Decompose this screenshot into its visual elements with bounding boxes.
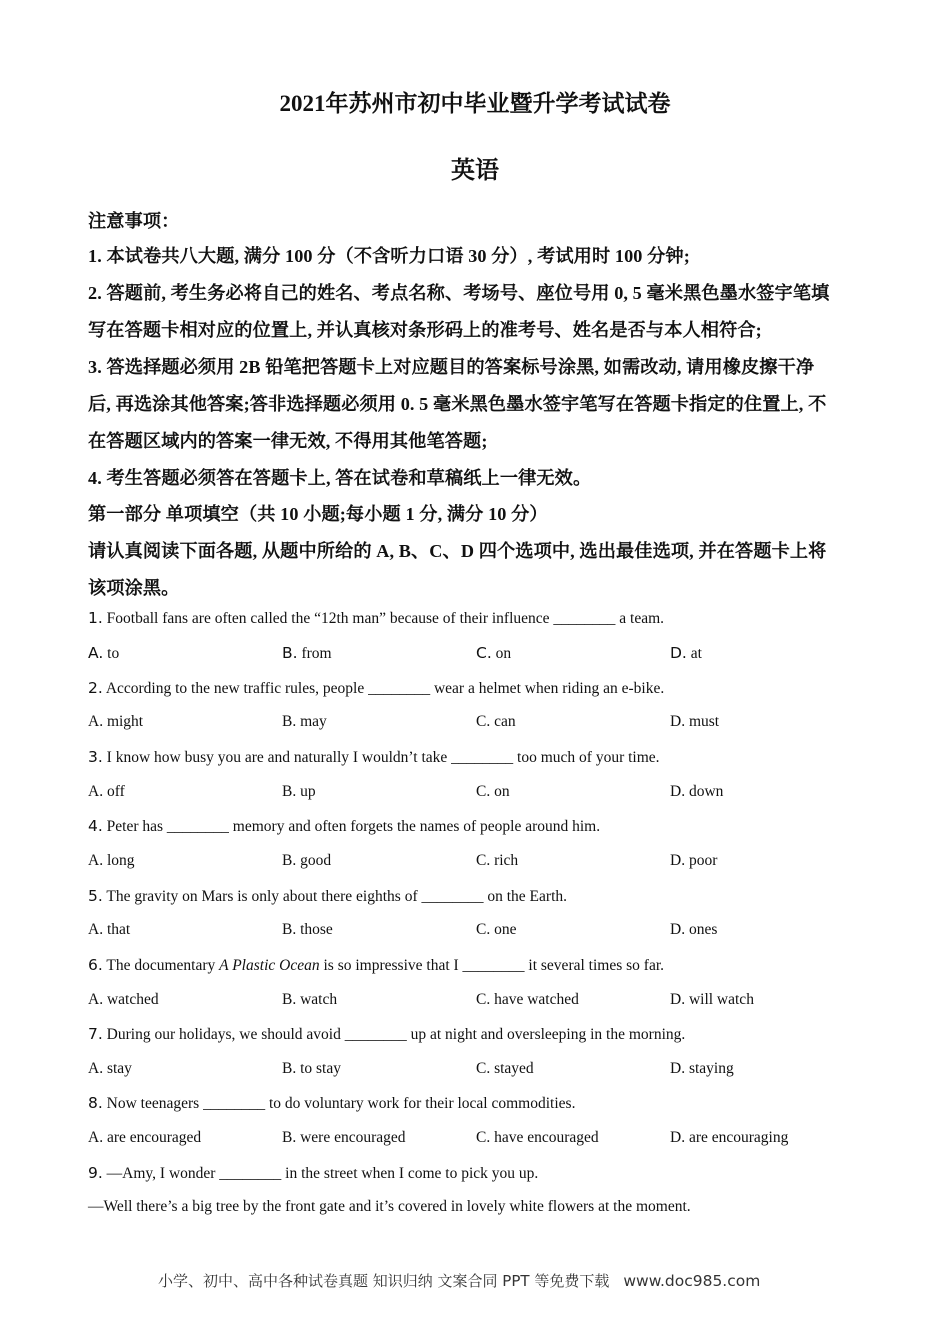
option-b: B. good — [282, 852, 332, 869]
question-number: 8. — [88, 1094, 103, 1112]
footer-text: 小学、初中、高中各种试卷真题 知识归纳 文案合同 PPT 等免费下载 — [158, 1272, 610, 1290]
notice-line: 4. 考生答题必须答在答题卡上, 答在试卷和草稿纸上一律无效。 — [88, 468, 592, 488]
option-letter: C. — [476, 644, 492, 662]
question-3 — [88, 748, 660, 767]
question-8 — [88, 1094, 575, 1113]
notice-line: 后, 再选涂其他答案;答非选择题必须用 0. 5 毫米黑色墨水签宇笔写在答题卡指定的住置上, 不 — [88, 394, 827, 414]
question-5 — [88, 887, 567, 906]
option-b: B. up — [282, 783, 316, 800]
question-text: —Amy, I wonder ________ in the street when I come to pick you up. — [102, 1165, 539, 1182]
option-a: A. watched — [88, 991, 159, 1008]
notice-line: 写在答题卡相对应的位置上, 并认真核对条形码上的准考号、姓名是否与本人相符合; — [88, 320, 762, 340]
option-a: A. are encouraged — [88, 1129, 202, 1146]
option-c: C. stayed — [476, 1060, 534, 1077]
question-number: 1. — [88, 609, 103, 627]
notice-line: 3. 答选择题必须用 2B 铅笔把答题卡上对应题目的答案标号涂黑, 如需改动, 请用橡皮擦干净 — [88, 357, 815, 377]
question-text: The gravity on Mars is only about there eighths of ________ on the Earth. — [102, 888, 567, 905]
option-a: A. that — [88, 921, 131, 938]
option-a: A. might — [88, 713, 144, 730]
option-b: B. those — [282, 921, 333, 938]
option-d: D. down — [670, 783, 724, 800]
question-text: is so impressive that I ________ it several times so far. — [319, 957, 664, 974]
option-d: D. will watch — [670, 991, 754, 1008]
question-1 — [88, 609, 664, 628]
footer-url[interactable]: www.doc985.com — [623, 1272, 761, 1290]
question-4 — [88, 817, 600, 836]
page-footer — [158, 1270, 760, 1291]
option-b — [282, 644, 332, 663]
question-text: Football fans are often called the “12th man” because of their influence ________ a team. — [102, 610, 665, 627]
option-d: D. must — [670, 713, 720, 730]
question-number: 6. — [88, 956, 103, 974]
notice-line: 在答题区域内的答案一律无效, 不得用其他笔答题; — [88, 431, 488, 451]
question-9-reply: —Well there’s a big tree by the front gate and it’s covered in lovely white flowers at the moment. — [88, 1198, 691, 1215]
option-b: B. may — [282, 713, 327, 730]
subject-title: 英语 — [451, 158, 499, 184]
section-instruction: 该项涂黑。 — [88, 578, 180, 598]
option-d: D. poor — [670, 852, 718, 869]
option-text: at — [686, 645, 702, 662]
option-letter: D. — [670, 644, 687, 662]
option-letter: B. — [282, 644, 298, 662]
question-9 — [88, 1164, 538, 1183]
option-c: C. have encouraged — [476, 1129, 599, 1146]
question-text: Peter has ________ memory and often forgets the names of people around him. — [102, 818, 601, 835]
option-a: A. off — [88, 783, 125, 800]
section-instruction: 请认真阅读下面各题, 从题中所给的 A, B、C、D 四个选项中, 选出最佳选项, 并在答题卡上将 — [88, 541, 827, 561]
option-d — [670, 644, 702, 663]
question-6 — [88, 956, 664, 975]
option-a: A. long — [88, 852, 135, 869]
exam-title: 2021年苏州市初中毕业暨升学考试试卷 — [279, 91, 671, 116]
option-a: A. stay — [88, 1060, 132, 1077]
notice-heading: 注意事项： — [88, 211, 180, 231]
option-d: D. staying — [670, 1060, 734, 1077]
option-text: on — [491, 645, 512, 662]
question-2 — [88, 679, 664, 698]
notice-line: 1. 本试卷共八大题, 满分 100 分（不含听力口语 30 分）, 考试用时 100 分钟; — [88, 246, 690, 266]
question-number: 2. — [88, 679, 103, 697]
question-number: 4. — [88, 817, 103, 835]
option-c: C. on — [476, 783, 510, 800]
question-number: 3. — [88, 748, 103, 766]
question-7 — [88, 1025, 685, 1044]
option-text: to — [103, 645, 120, 662]
option-b: B. watch — [282, 991, 338, 1008]
option-c — [476, 644, 511, 663]
option-text: from — [297, 645, 332, 662]
option-b: B. to stay — [282, 1060, 341, 1077]
question-number: 9. — [88, 1164, 103, 1182]
option-d: D. are encouraging — [670, 1129, 789, 1146]
option-b: B. were encouraged — [282, 1129, 406, 1146]
option-c: C. have watched — [476, 991, 579, 1008]
question-text: I know how busy you are and naturally I wouldn’t take ________ too much of your time. — [102, 749, 660, 766]
option-a — [88, 644, 119, 663]
question-text: The documentary — [102, 957, 220, 974]
section-title: 第一部分 单项填空（共 10 小题;每小题 1 分, 满分 10 分） — [88, 504, 548, 524]
question-number: 7. — [88, 1025, 103, 1043]
documentary-title: A Plastic Ocean — [219, 957, 320, 974]
option-c: C. one — [476, 921, 517, 938]
option-c: C. can — [476, 713, 516, 730]
question-text: During our holidays, we should avoid ________ up at night and oversleeping in the morning. — [102, 1026, 686, 1043]
question-text: According to the new traffic rules, people ________ wear a helmet when riding an e-bike. — [102, 680, 665, 697]
option-c: C. rich — [476, 852, 519, 869]
option-d: D. ones — [670, 921, 718, 938]
option-letter: A. — [88, 644, 104, 662]
notice-line: 2. 答题前, 考生务必将自己的姓名、考点名称、考场号、座位号用 0, 5 毫米黑色墨水签宇笔填 — [88, 283, 830, 303]
question-number: 5. — [88, 887, 103, 905]
question-text: Now teenagers ________ to do voluntary work for their local commodities. — [102, 1095, 576, 1112]
